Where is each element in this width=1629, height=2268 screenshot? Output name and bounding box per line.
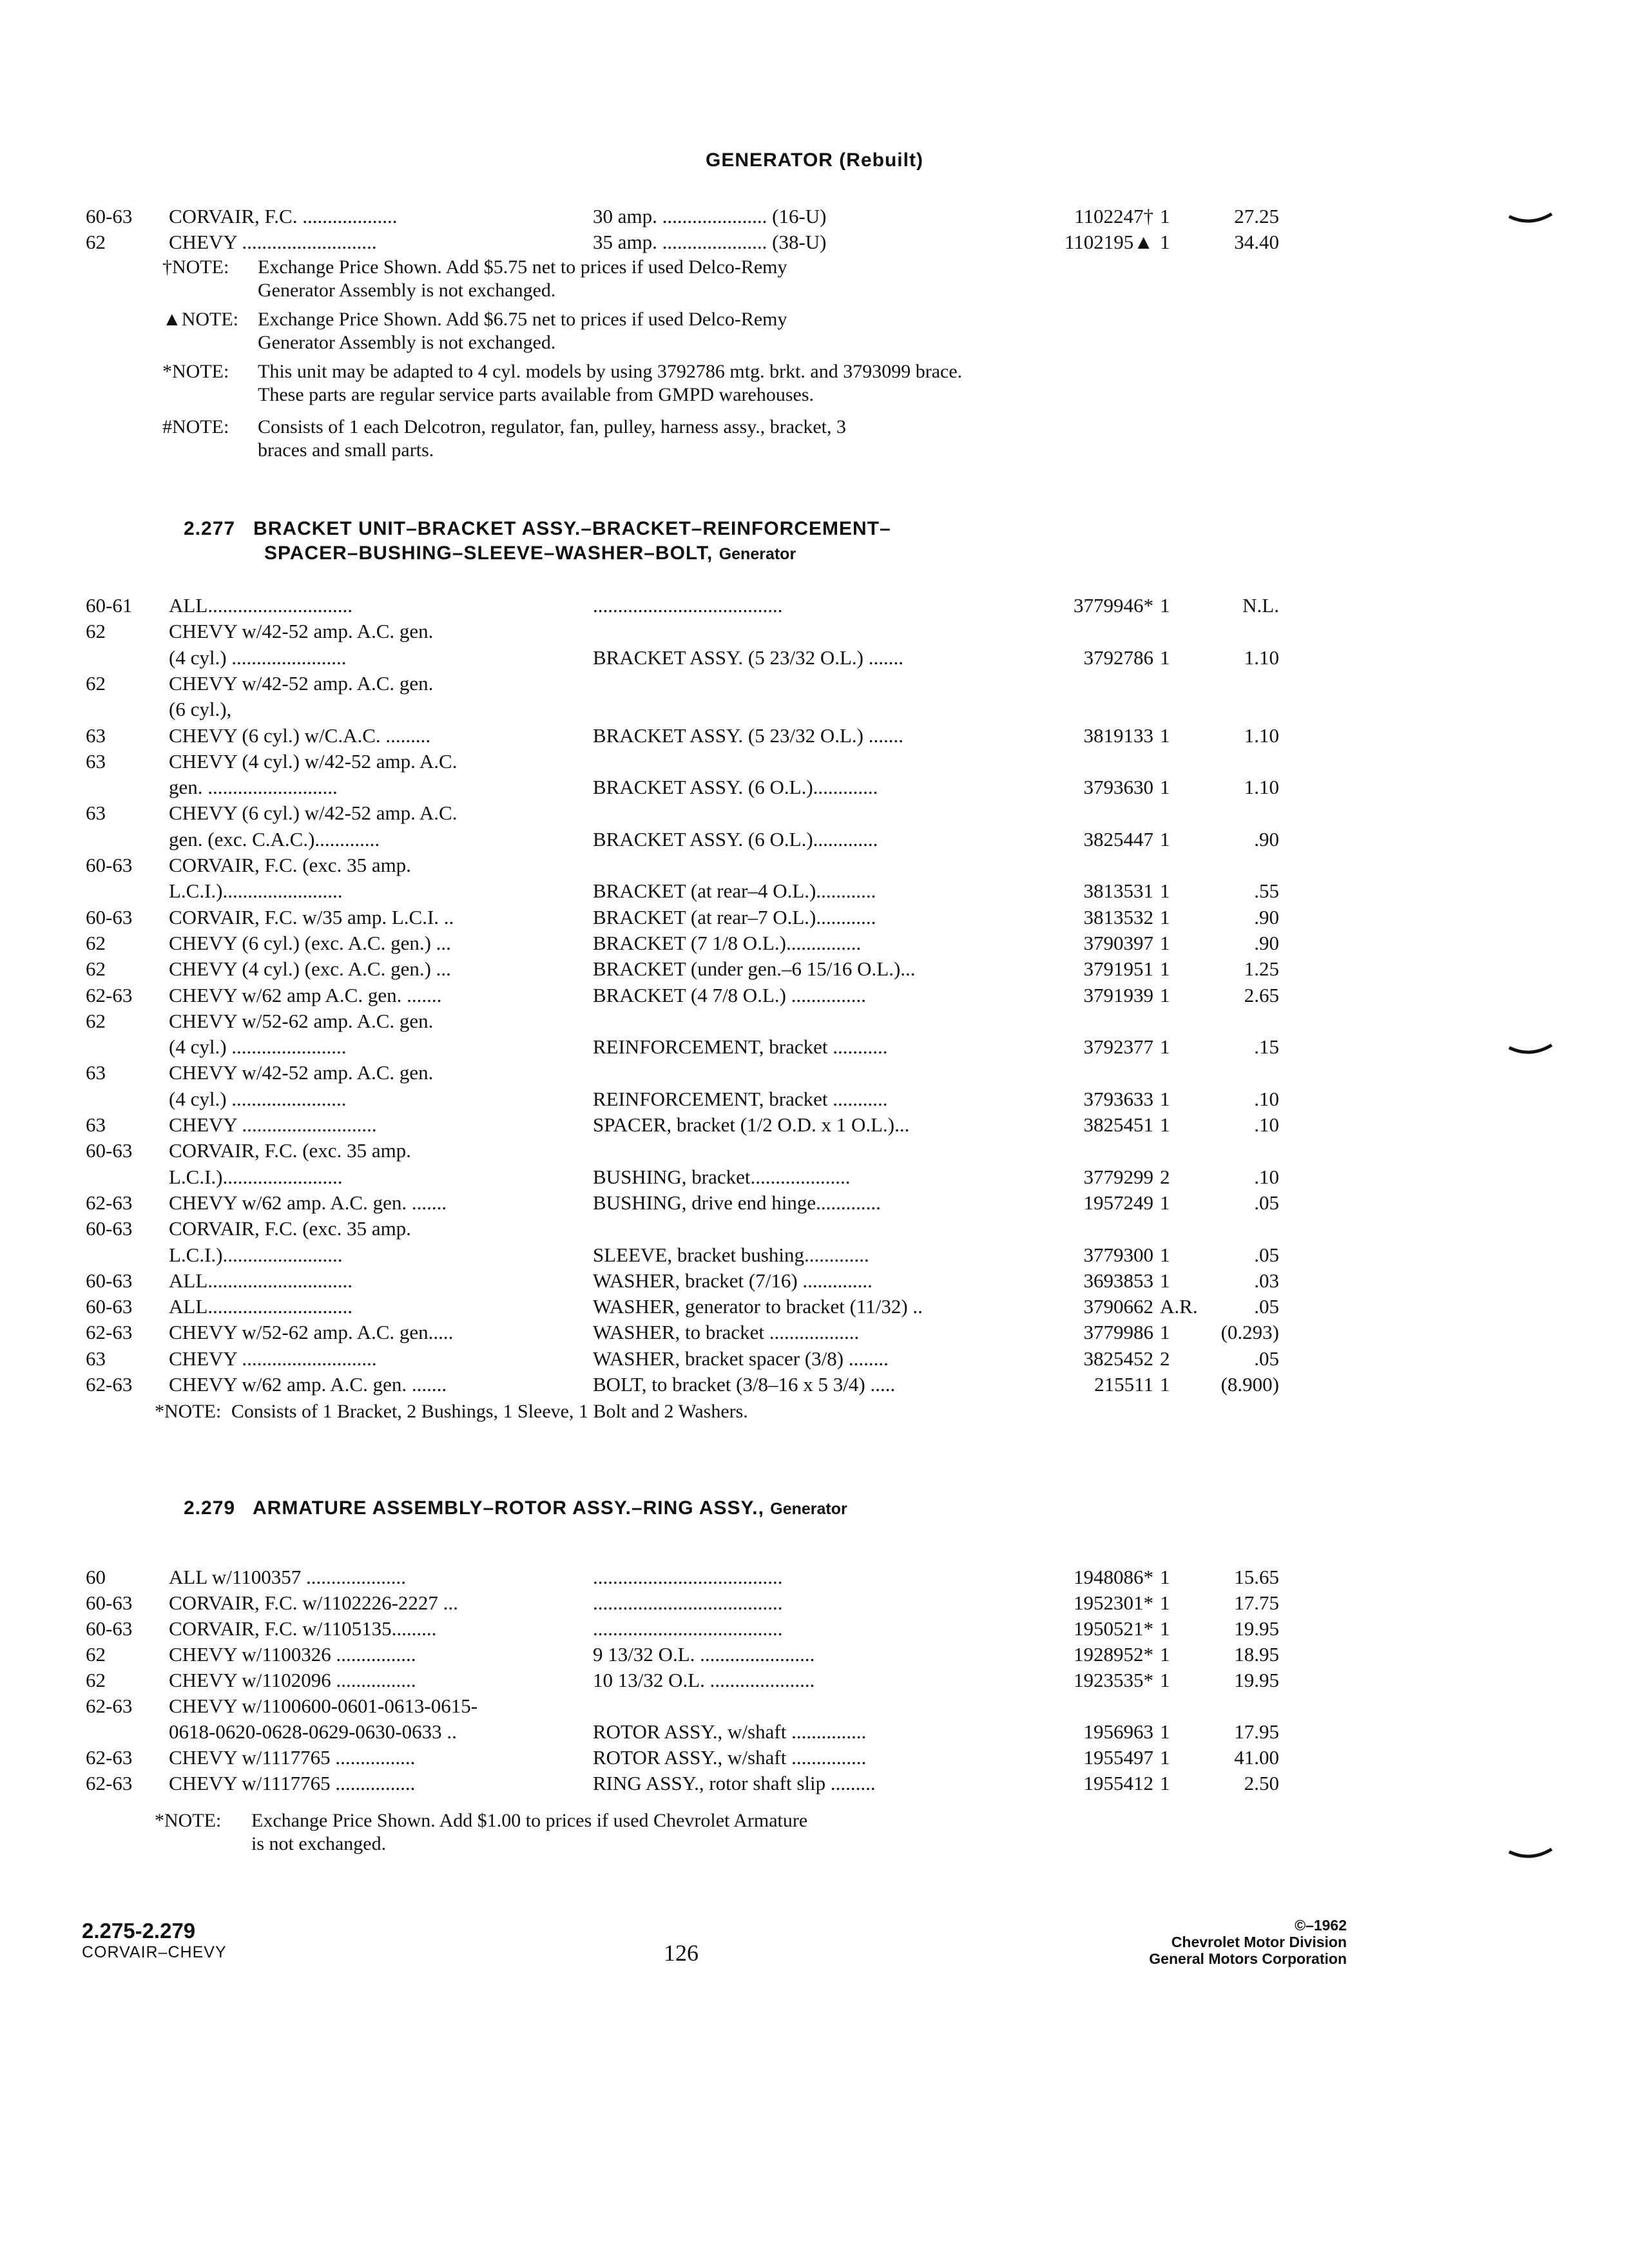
quantity-cell: 1 [1160, 905, 1170, 928]
note-line: Generator Assembly is not exchanged. [258, 280, 556, 301]
price-cell: 2.50 [1244, 1772, 1279, 1794]
quantity-cell: 1 [1160, 594, 1170, 617]
price-cell: 17.75 [1234, 1591, 1279, 1614]
note-line: braces and small parts. [258, 439, 434, 461]
part-number-cell: 3813532 [1083, 905, 1153, 928]
section-number: 2.279 [184, 1497, 236, 1519]
table-row [0, 620, 1629, 643]
model-cell: CHEVY ........................... [169, 1113, 377, 1136]
description-cell: BOLT, to bracket (3/8–16 x 5 3/4) ..... [593, 1373, 896, 1396]
price-cell: .05 [1254, 1347, 1279, 1370]
model-cell: CHEVY w/42-52 amp. A.C. gen. [169, 620, 434, 643]
table-row [0, 776, 1629, 799]
quantity-cell: 1 [1160, 983, 1170, 1006]
table-row [0, 646, 1629, 669]
year-cell: 60-63 [86, 1617, 133, 1640]
year-cell: 60-63 [86, 1295, 133, 1318]
note-line: This unit may be adapted to 4 cyl. models by using 3792786 mtg. brkt. and 3793099 brace. [258, 361, 963, 382]
part-number-cell: 3813531 [1083, 879, 1153, 903]
binder-hole-mark [1508, 213, 1553, 227]
price-cell: 19.95 [1234, 1617, 1279, 1640]
footer-publisher [1083, 1917, 1347, 1967]
year-cell: 63 [86, 802, 106, 825]
quantity-cell: 1 [1160, 776, 1170, 799]
note-label: †NOTE: [162, 256, 229, 278]
year-cell: 62-63 [86, 983, 133, 1006]
note-text: Consists of 1 Bracket, 2 Bushings, 1 Sleeve, 1 Bolt and 2 Washers. [231, 1401, 748, 1422]
model-cell: CHEVY (4 cyl.) w/42-52 amp. A.C. [169, 749, 458, 773]
division: Chevrolet Motor Division [1171, 1934, 1347, 1950]
price-cell: 17.95 [1234, 1720, 1279, 1743]
table-row [0, 1269, 1629, 1293]
section-2279-title [184, 1496, 847, 1521]
year-cell: 60-63 [86, 1269, 133, 1292]
description-cell: RING ASSY., rotor shaft slip ......... [593, 1772, 876, 1794]
table-row [0, 854, 1629, 877]
year-cell: 62 [86, 931, 106, 954]
part-number-cell: 1955412 [1083, 1772, 1153, 1794]
part-number-cell: 3793633 [1083, 1087, 1153, 1110]
description-cell: SLEEVE, bracket bushing............. [593, 1243, 869, 1266]
model-cell: CHEVY w/52-62 amp. A.C. gen. [169, 1009, 434, 1032]
year-cell: 60-63 [86, 1217, 133, 1240]
section-number: 2.277 [184, 518, 236, 539]
price-cell: (0.293) [1220, 1321, 1279, 1344]
table-row [0, 1139, 1629, 1162]
year-cell: 60 [86, 1566, 106, 1588]
part-number-cell: 1955497 [1083, 1746, 1153, 1769]
table-row [0, 1113, 1629, 1137]
table-row [0, 1643, 1629, 1666]
quantity-cell: 1 [1160, 1772, 1170, 1794]
table-row [0, 1347, 1629, 1370]
description-cell: WASHER, generator to bracket (11/32) .. [593, 1295, 923, 1318]
description-cell: BRACKET ASSY. (6 O.L.)............. [593, 776, 878, 799]
year-cell: 63 [86, 1347, 106, 1370]
quantity-cell: 1 [1160, 646, 1170, 669]
description-cell: BRACKET (4 7/8 O.L.) ............... [593, 983, 866, 1006]
year-cell: 62 [86, 620, 106, 643]
quantity-cell: 1 [1160, 231, 1170, 253]
description-cell: ...................................... [593, 594, 783, 617]
footer-series: CORVAIR–CHEVY [82, 1943, 227, 1961]
table-row [0, 1010, 1629, 1033]
quantity-cell: 1 [1160, 1269, 1170, 1292]
description-cell: ...................................... [593, 1591, 783, 1614]
section-2277-title [184, 517, 891, 541]
table-row [0, 1088, 1629, 1111]
quantity-cell: 1 [1160, 1669, 1170, 1691]
model-cell: CHEVY (6 cyl.) (exc. A.C. gen.) ... [169, 931, 451, 954]
table-row [0, 828, 1629, 851]
year-cell: 63 [86, 724, 106, 747]
model-cell: CORVAIR, F.C. w/35 amp. L.C.I. .. [169, 905, 454, 928]
quantity-cell: 2 [1160, 1165, 1170, 1188]
part-number-cell: 3825452 [1083, 1347, 1153, 1370]
price-cell: .90 [1254, 931, 1279, 954]
quantity-cell: 1 [1160, 1720, 1170, 1743]
table-row [0, 1321, 1629, 1344]
year-cell: 62-63 [86, 1321, 133, 1344]
section-title-line1: BRACKET UNIT–BRACKET ASSY.–BRACKET–REINFORCEMENT– [253, 518, 891, 539]
table-row [0, 1244, 1629, 1267]
model-cell: CHEVY (4 cyl.) (exc. A.C. gen.) ... [169, 957, 451, 981]
table-row [0, 1373, 1629, 1396]
part-number-cell: 3793630 [1083, 776, 1153, 799]
model-cell: CHEVY w/52-62 amp. A.C. gen..... [169, 1321, 454, 1344]
model-cell: ALL............................. [169, 594, 353, 617]
note-line: Generator Assembly is not exchanged. [258, 332, 556, 353]
part-number-cell: 1102247† [1074, 205, 1153, 227]
description-cell: BUSHING, drive end hinge............. [593, 1191, 881, 1214]
quantity-cell: 1 [1160, 205, 1170, 227]
price-cell: .05 [1254, 1191, 1279, 1214]
model-cell: CHEVY ........................... [169, 231, 377, 253]
year-cell: 62 [86, 1643, 106, 1666]
model-cell: CORVAIR, F.C. w/1102226-2227 ... [169, 1591, 458, 1614]
model-cell: ALL............................. [169, 1269, 353, 1292]
part-number-cell: 1928952* [1074, 1643, 1153, 1666]
table-row [0, 879, 1629, 903]
table-row [0, 1566, 1629, 1589]
quantity-cell: 1 [1160, 1643, 1170, 1666]
price-cell: N.L. [1242, 594, 1279, 617]
quantity-cell: 1 [1160, 1566, 1170, 1588]
note-line: is not exchanged. [251, 1833, 387, 1854]
description-cell: 35 amp. ..................... (38-U) [593, 231, 827, 253]
price-cell: 41.00 [1234, 1746, 1279, 1769]
table-row [0, 1772, 1629, 1795]
part-number-cell: 3825447 [1083, 827, 1153, 850]
description-cell: REINFORCEMENT, bracket ........... [593, 1087, 888, 1110]
model-cell: CORVAIR, F.C. (exc. 35 amp. [169, 1217, 411, 1240]
price-cell: .05 [1254, 1295, 1279, 1318]
model-cell: CHEVY w/1117765 ................ [169, 1746, 416, 1769]
model-cell: CORVAIR, F.C. (exc. 35 amp. [169, 854, 411, 876]
part-number-cell: 3779299 [1083, 1165, 1153, 1188]
model-cell: gen. .......................... [169, 776, 338, 799]
model-cell: 0618-0620-0628-0629-0630-0633 .. [169, 1720, 457, 1743]
table-row [0, 1720, 1629, 1744]
year-cell: 62 [86, 1669, 106, 1691]
model-cell: (4 cyl.) ....................... [169, 1035, 347, 1059]
price-cell: (8.900) [1220, 1373, 1279, 1396]
table-row [0, 984, 1629, 1007]
model-cell: ALL w/1100357 .................... [169, 1566, 406, 1588]
year-cell: 60-63 [86, 905, 133, 928]
quantity-cell: 1 [1160, 1373, 1170, 1396]
description-cell: REINFORCEMENT, bracket ........... [593, 1035, 888, 1059]
copyright: ©–1962 [1295, 1917, 1347, 1934]
price-cell: 1.10 [1244, 724, 1279, 747]
model-cell: CHEVY w/62 amp A.C. gen. ....... [169, 983, 442, 1006]
description-cell: SPACER, bracket (1/2 O.D. x 1 O.L.)... [593, 1113, 910, 1136]
description-cell: BRACKET (at rear–4 O.L.)............ [593, 879, 876, 903]
model-cell: CHEVY w/1102096 ................ [169, 1669, 416, 1691]
page-header: GENERATOR (Rebuilt) [706, 149, 923, 171]
year-cell: 63 [86, 749, 106, 773]
price-cell: .90 [1254, 827, 1279, 850]
table-row [0, 594, 1629, 617]
quantity-cell: 1 [1160, 1087, 1170, 1110]
price-cell: .55 [1254, 879, 1279, 903]
part-number-cell: 1948086* [1074, 1566, 1153, 1588]
part-number-cell: 215511 [1094, 1373, 1153, 1396]
quantity-cell: 1 [1160, 957, 1170, 981]
part-number-cell: 1957249 [1083, 1191, 1153, 1214]
description-cell: BUSHING, bracket.................... [593, 1165, 851, 1188]
price-cell: 2.65 [1244, 983, 1279, 1006]
model-cell: CHEVY w/1100600-0601-0613-0615- [169, 1695, 478, 1717]
page-number: 126 [664, 1940, 699, 1966]
part-number-cell: 3790397 [1083, 931, 1153, 954]
description-cell: BRACKET ASSY. (5 23/32 O.L.) ....... [593, 646, 903, 669]
table-row [0, 1035, 1629, 1059]
table-row [0, 672, 1629, 695]
note-line: Exchange Price Shown. Add $6.75 net to prices if used Delco-Remy [258, 309, 787, 330]
note-line: These parts are regular service parts available from GMPD warehouses. [258, 384, 814, 405]
year-cell: 62-63 [86, 1191, 133, 1214]
year-cell: 62 [86, 231, 106, 253]
quantity-cell: 1 [1160, 931, 1170, 954]
quantity-cell: 1 [1160, 1035, 1170, 1059]
note-label: ▲NOTE: [162, 309, 239, 330]
quantity-cell: 1 [1160, 879, 1170, 903]
quantity-cell: 1 [1160, 1617, 1170, 1640]
year-cell: 62 [86, 671, 106, 695]
table-row [0, 1669, 1629, 1692]
quantity-cell: 1 [1160, 1321, 1170, 1344]
part-number-cell: 1952301* [1074, 1591, 1153, 1614]
year-cell: 62 [86, 957, 106, 981]
part-number-cell: 3825451 [1083, 1113, 1153, 1136]
year-cell: 62-63 [86, 1746, 133, 1769]
description-cell: BRACKET (at rear–7 O.L.)............ [593, 905, 876, 928]
model-cell: CORVAIR, F.C. (exc. 35 amp. [169, 1139, 411, 1162]
year-cell: 60-63 [86, 205, 133, 227]
part-number-cell: 1102195▲ [1064, 231, 1153, 253]
table-row [0, 1061, 1629, 1084]
model-cell: CHEVY (6 cyl.) w/C.A.C. ......... [169, 724, 431, 747]
model-cell: (4 cyl.) ....................... [169, 1087, 347, 1110]
part-number-cell: 3792786 [1083, 646, 1153, 669]
part-number-cell: 3819133 [1083, 724, 1153, 747]
table-row [0, 932, 1629, 955]
price-cell: 1.10 [1244, 646, 1279, 669]
description-cell: WASHER, to bracket .................. [593, 1321, 860, 1344]
part-number-cell: 3790662 [1083, 1295, 1153, 1318]
part-number-cell: 3779986 [1083, 1321, 1153, 1344]
binder-hole-mark [1508, 1848, 1553, 1862]
table-row [0, 724, 1629, 747]
description-cell: BRACKET ASSY. (6 O.L.)............. [593, 827, 878, 850]
part-number-cell: 3791951 [1083, 957, 1153, 981]
model-cell: CORVAIR, F.C. ................... [169, 205, 398, 227]
year-cell: 60-63 [86, 1139, 133, 1162]
part-number-cell: 3779300 [1083, 1243, 1153, 1266]
price-cell: .03 [1254, 1269, 1279, 1292]
description-cell: 30 amp. ..................... (16-U) [593, 205, 827, 227]
table-row [0, 1191, 1629, 1215]
table-row [0, 231, 1629, 254]
quantity-cell: 1 [1160, 724, 1170, 747]
section-title-line2: SPACER–BUSHING–SLEEVE–WASHER–BOLT, [264, 543, 713, 564]
section-2277-note [155, 1400, 748, 1423]
quantity-cell: 1 [1160, 1191, 1170, 1214]
part-number-cell: 1956963 [1083, 1720, 1153, 1743]
table-row [0, 750, 1629, 773]
year-cell: 60-61 [86, 594, 133, 617]
price-cell: 15.65 [1234, 1566, 1279, 1588]
price-cell: 18.95 [1234, 1643, 1279, 1666]
model-cell: L.C.I.)........................ [169, 1243, 343, 1266]
binder-hole-mark [1508, 1044, 1553, 1058]
description-cell: ...................................... [593, 1566, 783, 1588]
model-cell: CHEVY w/62 amp. A.C. gen. ....... [169, 1373, 447, 1396]
description-cell: WASHER, bracket spacer (3/8) ........ [593, 1347, 889, 1370]
price-cell: .90 [1254, 905, 1279, 928]
part-number-cell: 3693853 [1083, 1269, 1153, 1292]
description-cell: ROTOR ASSY., w/shaft ............... [593, 1746, 867, 1769]
price-cell: 19.95 [1234, 1669, 1279, 1691]
description-cell: ROTOR ASSY., w/shaft ............... [593, 1720, 867, 1743]
model-cell: CHEVY w/1117765 ................ [169, 1772, 416, 1794]
table-row [0, 1295, 1629, 1318]
section-2277-title-line2 [264, 541, 796, 566]
table-row [0, 906, 1629, 929]
note-line: Exchange Price Shown. Add $1.00 to prices if used Chevrolet Armature [251, 1810, 808, 1831]
price-cell: 1.10 [1244, 776, 1279, 799]
description-cell: WASHER, bracket (7/16) .............. [593, 1269, 872, 1292]
model-cell: CORVAIR, F.C. w/1105135......... [169, 1617, 437, 1640]
price-cell: 34.40 [1234, 231, 1279, 253]
corporation: General Motors Corporation [1149, 1950, 1347, 1967]
quantity-cell: 2 [1160, 1347, 1170, 1370]
year-cell: 62-63 [86, 1695, 133, 1717]
description-cell: BRACKET ASSY. (5 23/32 O.L.) ....... [593, 724, 903, 747]
year-cell: 60-63 [86, 854, 133, 876]
table-row [0, 205, 1629, 228]
year-cell: 63 [86, 1061, 106, 1084]
table-row [0, 957, 1629, 981]
model-cell: L.C.I.)........................ [169, 879, 343, 903]
model-cell: gen. (exc. C.A.C.)............. [169, 827, 380, 850]
model-cell: (4 cyl.) ....................... [169, 646, 347, 669]
price-cell: .10 [1254, 1087, 1279, 1110]
table-row [0, 1591, 1629, 1615]
part-number-cell: 1950521* [1074, 1617, 1153, 1640]
year-cell: 62-63 [86, 1373, 133, 1396]
year-cell: 62-63 [86, 1772, 133, 1794]
description-cell: BRACKET (under gen.–6 15/16 O.L.)... [593, 957, 916, 981]
description-cell: BRACKET (7 1/8 O.L.)............... [593, 931, 862, 954]
description-cell: 10 13/32 O.L. ..................... [593, 1669, 815, 1691]
section-title-suffix: Generator [718, 545, 796, 563]
table-row [0, 1695, 1629, 1718]
price-cell: .10 [1254, 1165, 1279, 1188]
model-cell: CHEVY w/42-52 amp. A.C. gen. [169, 1061, 434, 1084]
part-number-cell: 3792377 [1083, 1035, 1153, 1059]
model-cell: (6 cyl.), [169, 698, 232, 721]
note-label: *NOTE: [155, 1401, 222, 1422]
price-cell: .05 [1254, 1243, 1279, 1266]
model-cell: CHEVY (6 cyl.) w/42-52 amp. A.C. [169, 802, 458, 825]
quantity-cell: 1 [1160, 1113, 1170, 1136]
description-cell: 9 13/32 O.L. ....................... [593, 1643, 815, 1666]
footer-section-range: 2.275-2.279 [82, 1919, 196, 1943]
quantity-cell: 1 [1160, 827, 1170, 850]
quantity-cell: 1 [1160, 1591, 1170, 1614]
footer-section-ref [82, 1919, 227, 1961]
model-cell: CHEVY w/1100326 ................ [169, 1643, 416, 1666]
table-row [0, 1217, 1629, 1240]
model-cell: ALL............................. [169, 1295, 353, 1318]
note-label: *NOTE: [155, 1810, 222, 1831]
model-cell: L.C.I.)........................ [169, 1165, 343, 1188]
model-cell: CHEVY ........................... [169, 1347, 377, 1370]
note-line: Exchange Price Shown. Add $5.75 net to prices if used Delco-Remy [258, 256, 787, 278]
note-line: Consists of 1 each Delcotron, regulator, fan, pulley, harness assy., bracket, 3 [258, 416, 846, 437]
quantity-cell: 1 [1160, 1746, 1170, 1769]
note-label: #NOTE: [162, 416, 229, 437]
price-cell: .15 [1254, 1035, 1279, 1059]
price-cell: 27.25 [1234, 205, 1279, 227]
year-cell: 60-63 [86, 1591, 133, 1614]
quantity-cell: 1 [1160, 1243, 1170, 1266]
model-cell: CHEVY w/42-52 amp. A.C. gen. [169, 671, 434, 695]
model-cell: CHEVY w/62 amp. A.C. gen. ....... [169, 1191, 447, 1214]
table-row [0, 1617, 1629, 1640]
part-number-cell: 1923535* [1074, 1669, 1153, 1691]
part-number-cell: 3779946* [1074, 594, 1153, 617]
table-row [0, 1746, 1629, 1769]
price-cell: .10 [1254, 1113, 1279, 1136]
description-cell: ...................................... [593, 1617, 783, 1640]
section-title: ARMATURE ASSEMBLY–ROTOR ASSY.–RING ASSY., [252, 1497, 764, 1519]
table-row [0, 802, 1629, 825]
year-cell: 62 [86, 1009, 106, 1032]
price-cell: 1.25 [1244, 957, 1279, 981]
table-row [0, 1166, 1629, 1189]
year-cell: 63 [86, 1113, 106, 1136]
table-row [0, 698, 1629, 721]
quantity-cell: A.R. [1160, 1295, 1198, 1318]
note-label: *NOTE: [162, 361, 229, 382]
section-title-suffix: Generator [770, 1500, 847, 1518]
part-number-cell: 3791939 [1083, 983, 1153, 1006]
